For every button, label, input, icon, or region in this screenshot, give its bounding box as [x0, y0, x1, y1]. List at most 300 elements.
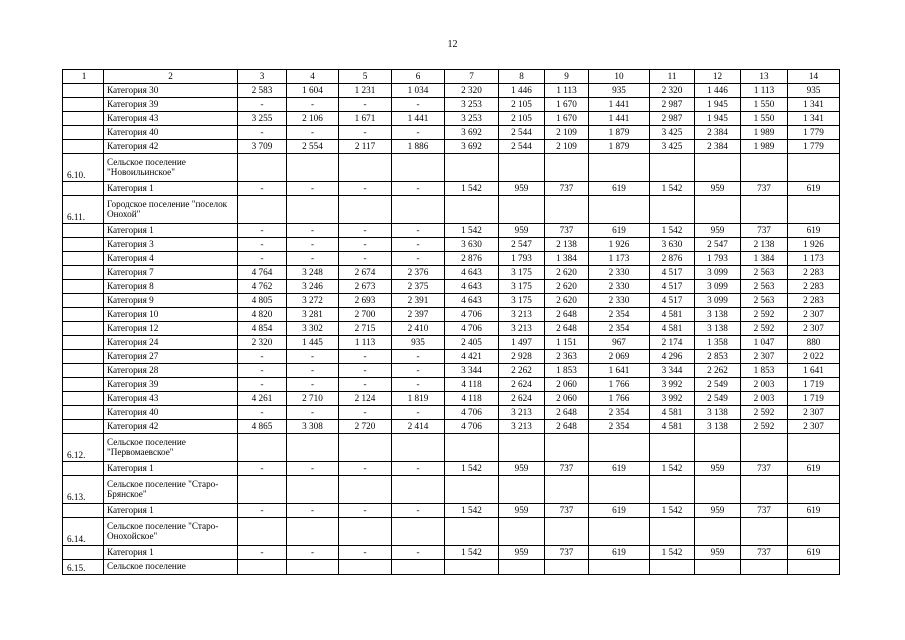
tariff-value: 2 876: [650, 252, 695, 266]
tariff-value: 1 497: [499, 336, 545, 350]
tariff-value: 4 118: [445, 392, 499, 406]
tariff-value: 4 762: [238, 280, 287, 294]
empty-cell: [339, 476, 392, 504]
tariff-value: -: [287, 238, 339, 252]
category-name: Категория 30: [104, 84, 238, 98]
tariff-value: 1 819: [392, 392, 445, 406]
tariff-value: 2 354: [589, 322, 650, 336]
category-name: Категория 39: [104, 378, 238, 392]
tariff-value: 4 421: [445, 350, 499, 364]
tariff-value: 2 283: [788, 294, 840, 308]
tariff-value: 2 320: [650, 84, 695, 98]
tariff-value: 619: [788, 182, 840, 196]
tariff-value: 3 138: [695, 308, 741, 322]
row-number: [63, 126, 104, 140]
table-row: [63, 420, 840, 434]
tariff-value: 959: [695, 504, 741, 518]
tariff-value: 959: [695, 182, 741, 196]
row-number: [63, 224, 104, 238]
tariff-value: -: [287, 406, 339, 420]
tariff-value: 3 099: [695, 280, 741, 294]
tariff-value: 2 124: [339, 392, 392, 406]
empty-cell: [589, 434, 650, 462]
tariff-value: 1 945: [695, 112, 741, 126]
empty-cell: [650, 560, 695, 575]
empty-cell: [499, 476, 545, 504]
tariff-value: 2 547: [695, 238, 741, 252]
tariff-value: 2 700: [339, 308, 392, 322]
tariff-value: 1 641: [788, 364, 840, 378]
tariff-value: -: [339, 350, 392, 364]
tariff-value: 959: [499, 504, 545, 518]
empty-cell: [741, 518, 788, 546]
tariff-value: -: [238, 378, 287, 392]
section-row: [63, 560, 840, 575]
tariff-value: 737: [741, 546, 788, 560]
section-row: [63, 476, 840, 504]
category-name: Категория 12: [104, 322, 238, 336]
tariff-value: 2 354: [589, 308, 650, 322]
empty-cell: [589, 560, 650, 575]
tariff-value: 1 719: [788, 392, 840, 406]
column-header: 7: [445, 70, 499, 84]
tariff-value: 2 354: [589, 420, 650, 434]
empty-cell: [589, 196, 650, 224]
category-name: Категория 1: [104, 182, 238, 196]
column-header: 11: [650, 70, 695, 84]
empty-cell: [589, 154, 650, 182]
empty-cell: [589, 518, 650, 546]
row-number: [63, 252, 104, 266]
tariff-value: 3 213: [499, 322, 545, 336]
tariff-value: 737: [741, 224, 788, 238]
tariff-value: 2 648: [545, 406, 589, 420]
empty-cell: [287, 196, 339, 224]
tariff-value: -: [392, 252, 445, 266]
empty-cell: [238, 434, 287, 462]
tariff-value: 2 060: [545, 392, 589, 406]
table-row: [63, 126, 840, 140]
empty-cell: [695, 560, 741, 575]
tariff-value: 1 542: [650, 546, 695, 560]
tariff-value: 1 926: [788, 238, 840, 252]
tariff-value: 2 109: [545, 140, 589, 154]
tariff-value: 2 330: [589, 266, 650, 280]
tariff-value: 3 175: [499, 266, 545, 280]
category-name: Категория 4: [104, 252, 238, 266]
tariff-value: 1 879: [589, 126, 650, 140]
tariff-value: 1 879: [589, 140, 650, 154]
empty-cell: [339, 560, 392, 575]
row-number: [63, 266, 104, 280]
table-row: [63, 308, 840, 322]
tariff-value: 619: [589, 504, 650, 518]
tariff-value: 880: [788, 336, 840, 350]
column-header: 2: [104, 70, 238, 84]
empty-cell: [287, 434, 339, 462]
tariff-value: 737: [545, 546, 589, 560]
empty-cell: [545, 434, 589, 462]
tariff-value: 2 624: [499, 392, 545, 406]
tariff-value: 4 805: [238, 294, 287, 308]
page-number: 12: [447, 39, 458, 50]
tariff-value: 1 542: [650, 504, 695, 518]
tariff-value: 4 706: [445, 308, 499, 322]
tariff-value: 1 441: [589, 112, 650, 126]
tariff-value: 1 542: [445, 224, 499, 238]
empty-cell: [339, 518, 392, 546]
tariff-value: 737: [741, 504, 788, 518]
row-number: [63, 308, 104, 322]
tariff-value: -: [238, 504, 287, 518]
tariff-table: [62, 69, 840, 575]
tariff-value: 2 117: [339, 140, 392, 154]
tariff-value: 4 581: [650, 308, 695, 322]
category-name: Категория 28: [104, 364, 238, 378]
tariff-value: 2 547: [499, 238, 545, 252]
tariff-value: 2 405: [445, 336, 499, 350]
tariff-value: 1 989: [741, 126, 788, 140]
row-number: [63, 140, 104, 154]
category-name: Категория 7: [104, 266, 238, 280]
empty-cell: [499, 518, 545, 546]
tariff-value: 2 105: [499, 98, 545, 112]
empty-cell: [788, 476, 840, 504]
tariff-value: 2 563: [741, 280, 788, 294]
tariff-value: 935: [392, 336, 445, 350]
tariff-value: -: [392, 98, 445, 112]
tariff-value: 3 308: [287, 420, 339, 434]
tariff-value: -: [287, 462, 339, 476]
empty-cell: [392, 434, 445, 462]
category-name: Категория 40: [104, 126, 238, 140]
tariff-value: 3 630: [445, 238, 499, 252]
tariff-value: 1 173: [589, 252, 650, 266]
row-number: [63, 238, 104, 252]
tariff-value: -: [392, 182, 445, 196]
empty-cell: [445, 434, 499, 462]
tariff-value: 2 262: [499, 364, 545, 378]
empty-cell: [339, 434, 392, 462]
empty-cell: [445, 196, 499, 224]
tariff-value: 3 709: [238, 140, 287, 154]
table-row: [63, 140, 840, 154]
tariff-value: 4 706: [445, 420, 499, 434]
tariff-value: 2 554: [287, 140, 339, 154]
category-name: Категория 27: [104, 350, 238, 364]
row-number: [63, 546, 104, 560]
empty-cell: [650, 154, 695, 182]
table-row: [63, 462, 840, 476]
row-number: [63, 280, 104, 294]
row-number: [63, 364, 104, 378]
tariff-value: 3 692: [445, 126, 499, 140]
empty-cell: [788, 560, 840, 575]
tariff-value: 3 246: [287, 280, 339, 294]
category-name: Категория 1: [104, 462, 238, 476]
tariff-value: -: [339, 364, 392, 378]
tariff-value: 2 620: [545, 280, 589, 294]
empty-cell: [499, 434, 545, 462]
section-row: [63, 196, 840, 224]
tariff-value: 3 175: [499, 294, 545, 308]
tariff-value: -: [287, 378, 339, 392]
tariff-value: 4 854: [238, 322, 287, 336]
tariff-value: 1 542: [650, 224, 695, 238]
empty-cell: [287, 560, 339, 575]
tariff-value: 959: [499, 224, 545, 238]
tariff-value: -: [392, 224, 445, 238]
tariff-value: 2 320: [238, 336, 287, 350]
tariff-value: 2 174: [650, 336, 695, 350]
tariff-value: 737: [545, 182, 589, 196]
row-number: [63, 182, 104, 196]
empty-cell: [392, 518, 445, 546]
tariff-value: 3 099: [695, 294, 741, 308]
tariff-value: -: [238, 546, 287, 560]
tariff-value: 4 517: [650, 266, 695, 280]
tariff-value: 619: [589, 224, 650, 238]
tariff-value: 2 375: [392, 280, 445, 294]
tariff-value: -: [339, 406, 392, 420]
tariff-value: 2 262: [695, 364, 741, 378]
tariff-value: 2 928: [499, 350, 545, 364]
tariff-value: 1 341: [788, 112, 840, 126]
settlement-name: Сельское поселение "Старо-Онохойское": [104, 518, 238, 546]
tariff-value: 2 283: [788, 280, 840, 294]
tariff-value: 4 865: [238, 420, 287, 434]
tariff-value: 2 563: [741, 294, 788, 308]
tariff-value: 737: [741, 462, 788, 476]
tariff-value: -: [287, 546, 339, 560]
empty-cell: [287, 476, 339, 504]
tariff-value: 3 138: [695, 406, 741, 420]
tariff-value: 3 213: [499, 420, 545, 434]
header-row: [63, 70, 840, 84]
tariff-value: 1 173: [788, 252, 840, 266]
tariff-value: 935: [589, 84, 650, 98]
tariff-value: -: [238, 126, 287, 140]
empty-cell: [392, 560, 445, 575]
row-number: [63, 98, 104, 112]
column-header: 14: [788, 70, 840, 84]
empty-cell: [339, 196, 392, 224]
tariff-value: 1 446: [695, 84, 741, 98]
tariff-value: 4 261: [238, 392, 287, 406]
tariff-value: 1 670: [545, 98, 589, 112]
tariff-value: 1 358: [695, 336, 741, 350]
tariff-value: 4 581: [650, 406, 695, 420]
empty-cell: [650, 196, 695, 224]
tariff-value: 959: [695, 546, 741, 560]
tariff-value: -: [339, 224, 392, 238]
empty-cell: [445, 154, 499, 182]
tariff-value: 3 248: [287, 266, 339, 280]
tariff-value: -: [287, 364, 339, 378]
tariff-value: 2 283: [788, 266, 840, 280]
category-name: Категория 24: [104, 336, 238, 350]
tariff-value: 3 213: [499, 308, 545, 322]
tariff-value: 3 281: [287, 308, 339, 322]
table-row: [63, 322, 840, 336]
tariff-value: -: [392, 126, 445, 140]
tariff-value: 3 138: [695, 420, 741, 434]
tariff-value: 1 604: [287, 84, 339, 98]
tariff-value: -: [339, 252, 392, 266]
row-number: 6.12.: [63, 434, 104, 462]
table-row: [63, 252, 840, 266]
column-header: 9: [545, 70, 589, 84]
tariff-value: 4 764: [238, 266, 287, 280]
tariff-value: 1 341: [788, 98, 840, 112]
tariff-value: -: [238, 252, 287, 266]
tariff-value: -: [339, 378, 392, 392]
tariff-value: 1 886: [392, 140, 445, 154]
tariff-value: 3 425: [650, 126, 695, 140]
empty-cell: [499, 560, 545, 575]
tariff-value: -: [238, 182, 287, 196]
column-header: 8: [499, 70, 545, 84]
tariff-value: 3 253: [445, 98, 499, 112]
tariff-value: 2 648: [545, 308, 589, 322]
tariff-value: 1 231: [339, 84, 392, 98]
category-name: Категория 40: [104, 406, 238, 420]
tariff-value: 737: [545, 224, 589, 238]
empty-cell: [741, 560, 788, 575]
tariff-value: -: [392, 350, 445, 364]
section-row: [63, 154, 840, 182]
empty-cell: [788, 434, 840, 462]
row-number: [63, 504, 104, 518]
column-header: 3: [238, 70, 287, 84]
empty-cell: [788, 518, 840, 546]
tariff-value: 619: [788, 504, 840, 518]
tariff-value: 1 542: [445, 546, 499, 560]
table-row: [63, 182, 840, 196]
tariff-value: 619: [788, 546, 840, 560]
tariff-value: 619: [589, 546, 650, 560]
tariff-value: -: [339, 182, 392, 196]
tariff-value: 3 630: [650, 238, 695, 252]
tariff-value: 959: [499, 182, 545, 196]
table-row: [63, 98, 840, 112]
tariff-value: 2 624: [499, 378, 545, 392]
table-row: [63, 224, 840, 238]
row-number: [63, 336, 104, 350]
tariff-value: 2 060: [545, 378, 589, 392]
tariff-value: 3 213: [499, 406, 545, 420]
tariff-value: -: [392, 378, 445, 392]
tariff-value: 4 643: [445, 294, 499, 308]
tariff-value: -: [287, 126, 339, 140]
tariff-value: 1 853: [545, 364, 589, 378]
tariff-value: 2 987: [650, 98, 695, 112]
tariff-value: 3 175: [499, 280, 545, 294]
empty-cell: [238, 196, 287, 224]
table-row: [63, 336, 840, 350]
empty-cell: [695, 476, 741, 504]
tariff-value: -: [287, 224, 339, 238]
tariff-value: 2 307: [788, 420, 840, 434]
empty-cell: [445, 518, 499, 546]
empty-cell: [499, 196, 545, 224]
tariff-value: 1 779: [788, 140, 840, 154]
category-name: Категория 3: [104, 238, 238, 252]
table-row: [63, 84, 840, 98]
tariff-value: 1 384: [741, 252, 788, 266]
tariff-value: 1 542: [650, 462, 695, 476]
tariff-value: 2 648: [545, 420, 589, 434]
tariff-value: 1 926: [589, 238, 650, 252]
empty-cell: [238, 476, 287, 504]
tariff-value: 2 720: [339, 420, 392, 434]
settlement-name: Сельское поселение "Старо-Брянское": [104, 476, 238, 504]
empty-cell: [287, 518, 339, 546]
tariff-value: -: [339, 126, 392, 140]
tariff-value: 2 307: [788, 406, 840, 420]
table-body: [63, 70, 840, 575]
row-number: [63, 322, 104, 336]
tariff-value: 1 113: [545, 84, 589, 98]
settlement-name: Сельское поселение "Новоильинское": [104, 154, 238, 182]
empty-cell: [545, 560, 589, 575]
tariff-value: -: [392, 462, 445, 476]
table-row: [63, 364, 840, 378]
empty-cell: [392, 476, 445, 504]
table-row: [63, 350, 840, 364]
table-row: [63, 406, 840, 420]
tariff-value: 2 693: [339, 294, 392, 308]
tariff-value: 3 302: [287, 322, 339, 336]
tariff-value: 1 446: [499, 84, 545, 98]
row-number: [63, 84, 104, 98]
row-number: 6.10.: [63, 154, 104, 182]
empty-cell: [788, 154, 840, 182]
empty-cell: [650, 434, 695, 462]
tariff-value: -: [339, 504, 392, 518]
category-name: Категория 43: [104, 112, 238, 126]
tariff-value: 2 592: [741, 420, 788, 434]
tariff-value: 4 706: [445, 406, 499, 420]
tariff-value: -: [238, 462, 287, 476]
tariff-value: 2 648: [545, 322, 589, 336]
tariff-value: 4 517: [650, 294, 695, 308]
tariff-value: 1 113: [741, 84, 788, 98]
tariff-value: 1 793: [499, 252, 545, 266]
tariff-value: 2 307: [788, 308, 840, 322]
settlement-name: Городское поселение "поселок Онохой": [104, 196, 238, 224]
empty-cell: [741, 154, 788, 182]
tariff-value: 2 106: [287, 112, 339, 126]
tariff-value: 1 441: [589, 98, 650, 112]
column-header: 13: [741, 70, 788, 84]
empty-cell: [238, 154, 287, 182]
tariff-value: 2 544: [499, 126, 545, 140]
tariff-value: 2 069: [589, 350, 650, 364]
tariff-value: 959: [695, 224, 741, 238]
category-name: Категория 1: [104, 224, 238, 238]
tariff-value: 4 118: [445, 378, 499, 392]
tariff-value: -: [392, 546, 445, 560]
table-row: [63, 266, 840, 280]
tariff-value: 737: [545, 462, 589, 476]
tariff-value: 2 109: [545, 126, 589, 140]
tariff-value: 2 354: [589, 406, 650, 420]
tariff-value: 2 710: [287, 392, 339, 406]
empty-cell: [741, 434, 788, 462]
tariff-value: 2 307: [788, 322, 840, 336]
tariff-value: 1 793: [695, 252, 741, 266]
